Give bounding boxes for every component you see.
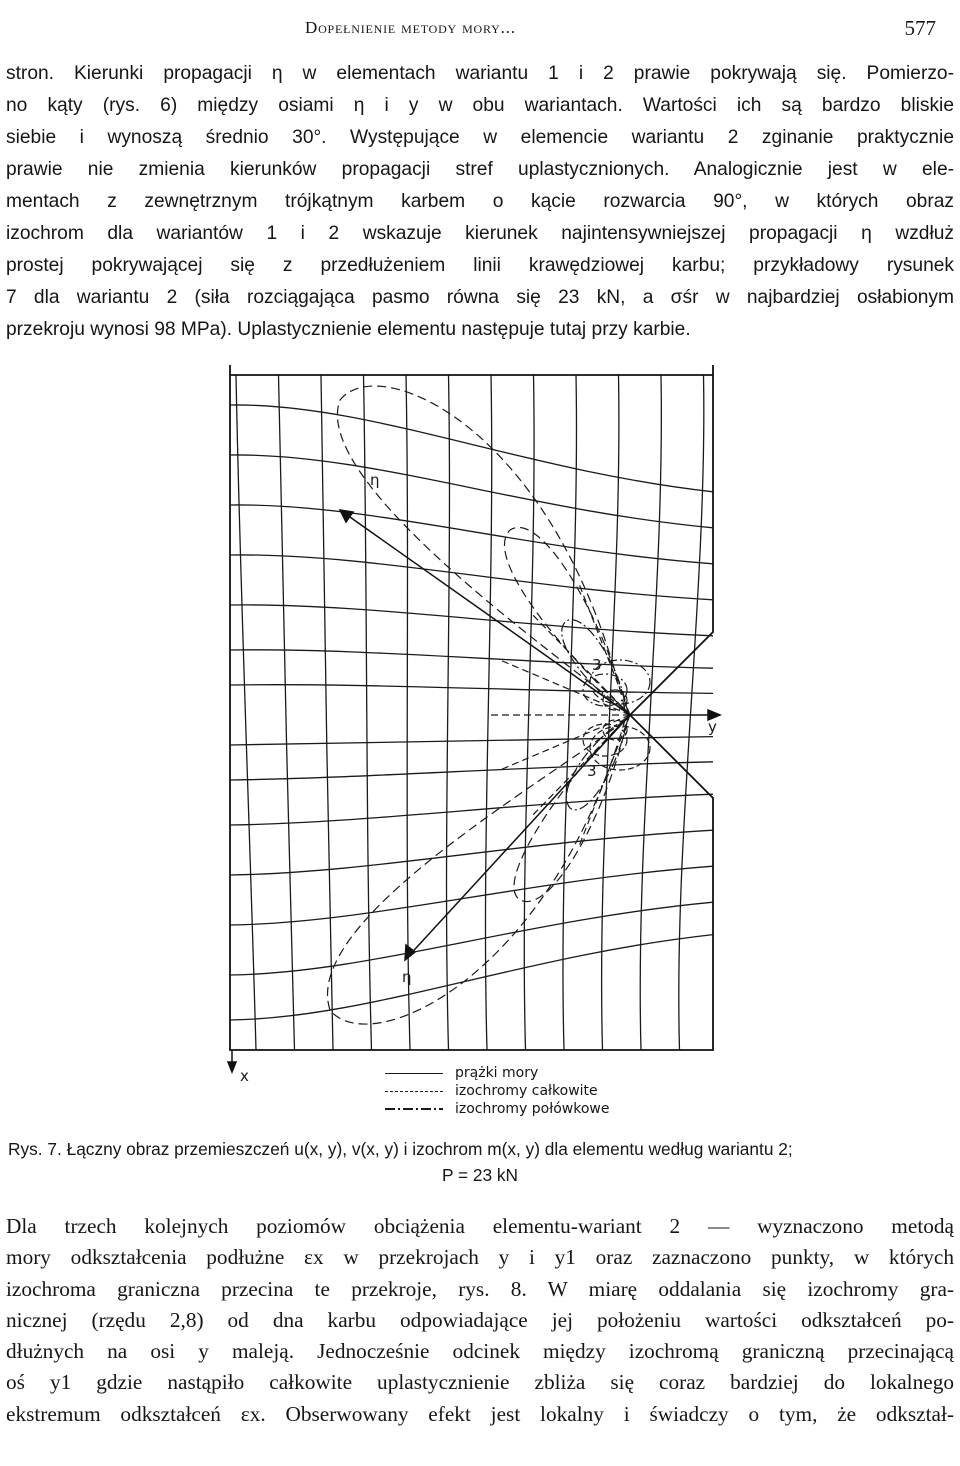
moire-fringe-vertical (524, 375, 534, 1050)
order-label-lower: 3 (587, 762, 597, 780)
text-line: izochrom dla wariantów 1 i 2 wskazuje kierunek najintensywniejszej propagacji η wzdłuż (6, 223, 954, 244)
text-line: stron. Kierunki propagacji η w elementach wariantu 1 i 2 prawie pokrywają się. Pomierzo- (6, 63, 954, 84)
legend-item-moire (385, 1064, 705, 1082)
moire-fringe-vertical (447, 375, 450, 1050)
legend-swatch-solid (385, 1073, 443, 1074)
isochrome-inner-lower (514, 718, 628, 902)
moire-fringe-vertical (563, 375, 577, 1050)
text-line: 7 dla wariantu 2 (siła rozciągająca pasmo równa się 23 kN, a σśr w najbardziej osłabionym (6, 287, 954, 308)
legend-swatch-dashed (385, 1091, 443, 1092)
text-line: no kąty (rys. 6) między osiami η i y w obu wariantach. Wartości ich są bardzo bliskie (6, 95, 954, 116)
moire-fringe-vertical (640, 375, 661, 1050)
moire-fringe-horizontal (230, 505, 713, 564)
legend-label: izochromy całkowite (455, 1083, 598, 1099)
eta-label-top: η (370, 471, 380, 489)
figure-legend (385, 1064, 705, 1118)
paragraph-top (6, 58, 954, 346)
text-line: ekstremum odkształceń εx. Obserwowany efekt jest lokalny i świadczy o tym, że odkształ- (6, 1401, 954, 1426)
text-line: siebie i wynoszą średnio 30°. Występujące w elemencie wariantu 2 zginanie praktycznie (6, 127, 954, 148)
isochrome-lobe-upper (337, 386, 625, 710)
moire-fringe-vertical (236, 375, 256, 1050)
text-line: izochroma graniczna przecina te przekroje, rys. 8. W miarę oddalania się izochromy gra- (6, 1276, 954, 1301)
moire-fringe-horizontal (230, 455, 713, 528)
paragraph-bottom (6, 1211, 954, 1430)
legend-label: izochromy połówkowe (455, 1101, 610, 1117)
moire-fringe-vertical (679, 375, 704, 1050)
running-title: Dopełnienie metody mory... (305, 18, 516, 37)
text-line: prawie nie zmienia kierunków propagacji stref uplastycznionych. Analogicznie jest w ele- (6, 159, 954, 180)
isochrome-inner-upper (504, 527, 628, 712)
caption-line: P = 23 kN (441, 1165, 519, 1185)
text-line: prostej pokrywającej się z przedłużeniem linii krawędziowej karbu; przykładowy rysunek (6, 255, 954, 276)
x-axis-label: x (240, 1067, 249, 1085)
moire-fringe-horizontal (230, 685, 713, 694)
text-line: oś y1 gdzie nastąpiło całkowite uplastycznienie zbliża się coraz bardziej do lokalnego (6, 1370, 954, 1395)
legend-item-half-isochromes (385, 1100, 705, 1118)
moire-fringe-vertical (485, 375, 491, 1050)
text-line: nicznej (rzędu 2,8) od dna karbu odpowiadające jej położeniu wartości odkształceń po- (6, 1307, 954, 1332)
moire-fringe-horizontal (230, 794, 713, 825)
moire-fringes (230, 375, 713, 1050)
text-line: przekroju wynosi 98 MPa). Uplastycznienie elementu następuje tutaj przy karbie. (6, 319, 691, 340)
isochrome-radial (501, 715, 630, 770)
y-axis-label: y (708, 718, 717, 736)
figure-caption (0, 1136, 960, 1188)
legend-swatch-dashdot (385, 1108, 443, 1110)
moire-fringe-horizontal (230, 555, 713, 600)
order-label-upper: 3 (592, 656, 602, 674)
moire-fringe-figure (220, 360, 740, 1130)
legend-item-full-isochromes (385, 1082, 705, 1100)
legend-label: prążki mory (455, 1065, 539, 1081)
text-line: Dla trzech kolejnych poziomów obciążenia elementu-wariant 2 — wyznaczono metodą (6, 1214, 954, 1238)
running-head (0, 14, 960, 44)
eta-label-bottom: η (402, 968, 412, 986)
moire-fringe-horizontal (230, 605, 713, 636)
moire-fringe-vertical (321, 375, 333, 1050)
moire-fringe-vertical (279, 375, 295, 1050)
page-number: 577 (904, 16, 936, 40)
text-line: mentach z zewnętrznym trójkątnym karbem o kącie rozwarcia 90°, w których obraz (6, 191, 954, 212)
isochrome-half-lower (566, 717, 628, 810)
caption-line: Rys. 7. Łączny obraz przemieszczeń u(x, y), v(x, y) i izochrom m(x, y) dla elementu według wariantu 2; (8, 1139, 793, 1159)
moire-fringe-horizontal (230, 737, 713, 745)
moire-fringe-horizontal (230, 830, 713, 875)
text-line: mory odkształcenia podłużne εx w przekrojach y i y1 oraz zaznaczono punkty, w których (6, 1245, 954, 1270)
moire-fringe-horizontal (230, 405, 713, 492)
text-line: dłużnych na osi y maleją. Jednocześnie odcinek między izochromą graniczną przecinającą (6, 1339, 954, 1364)
